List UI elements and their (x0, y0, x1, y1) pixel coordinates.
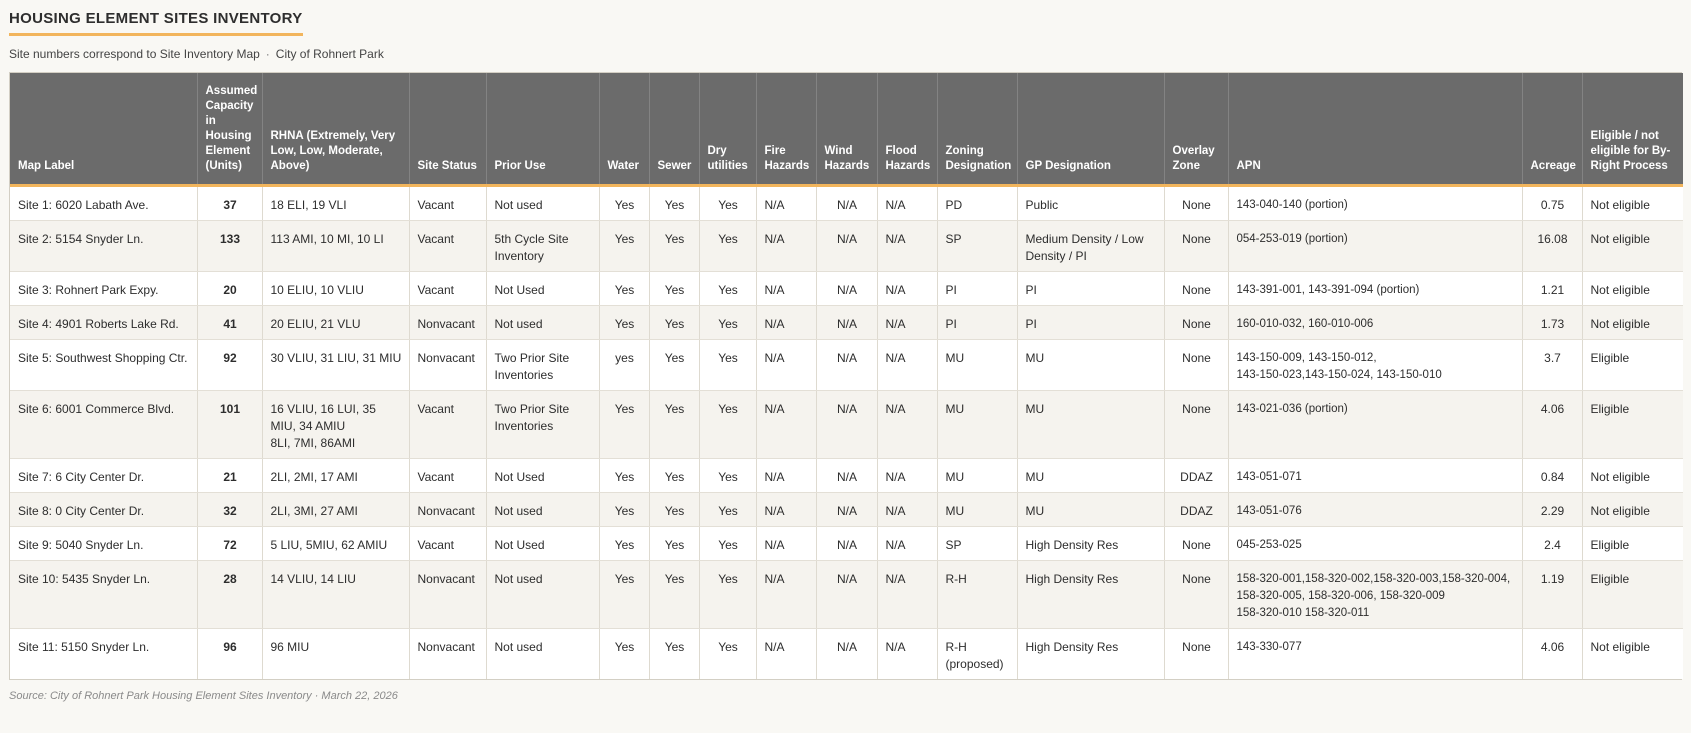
sewer-cell: Yes (649, 306, 699, 340)
eligibility-cell: Eligible (1582, 561, 1683, 629)
water-cell: Yes (599, 186, 649, 221)
site-status-cell: Vacant (409, 527, 486, 561)
wind-hazards-cell: N/A (816, 527, 877, 561)
column-header: Map Label (10, 73, 197, 186)
prior-use-cell: Not Used (486, 527, 599, 561)
site-status-cell: Vacant (409, 459, 486, 493)
table-row (10, 272, 1683, 306)
acreage-cell: 16.08 (1522, 221, 1582, 272)
prior-use-cell: Not used (486, 306, 599, 340)
site-status-cell: Nonvacant (409, 340, 486, 391)
column-header: Flood Hazards (877, 73, 937, 186)
flood-hazards-cell: N/A (877, 306, 937, 340)
zoning-cell: MU (937, 340, 1017, 391)
map-label-cell: Site 2: 5154 Snyder Ln. (10, 221, 197, 272)
wind-hazards-cell: N/A (816, 186, 877, 221)
wind-hazards-cell: N/A (816, 340, 877, 391)
fire-hazards-cell: N/A (756, 459, 816, 493)
map-label-cell: Site 1: 6020 Labath Ave. (10, 186, 197, 221)
wind-hazards-cell: N/A (816, 306, 877, 340)
column-header: Sewer (649, 73, 699, 186)
column-header: Overlay Zone (1164, 73, 1228, 186)
water-cell: Yes (599, 221, 649, 272)
column-header: Dry utilities (699, 73, 756, 186)
overlay-zone-cell: None (1164, 340, 1228, 391)
page-subtitle (9, 47, 1682, 61)
column-header: Eligible / not eligible for By-Right Process (1582, 73, 1683, 186)
rhna-cell: 2LI, 2MI, 17 AMI (262, 459, 409, 493)
sewer-cell: Yes (649, 527, 699, 561)
apn-cell: 143-330-077 (1228, 629, 1522, 680)
zoning-cell: SP (937, 527, 1017, 561)
zoning-cell: PI (937, 306, 1017, 340)
wind-hazards-cell: N/A (816, 459, 877, 493)
fire-hazards-cell: N/A (756, 221, 816, 272)
dry-utilities-cell: Yes (699, 561, 756, 629)
zoning-cell: MU (937, 459, 1017, 493)
gp-designation-cell: Public (1017, 186, 1164, 221)
map-label-cell: Site 3: Rohnert Park Expy. (10, 272, 197, 306)
flood-hazards-cell: N/A (877, 561, 937, 629)
fire-hazards-cell: N/A (756, 391, 816, 459)
eligibility-cell: Eligible (1582, 340, 1683, 391)
rhna-cell: 30 VLIU, 31 LIU, 31 MIU (262, 340, 409, 391)
acreage-cell: 2.4 (1522, 527, 1582, 561)
water-cell: Yes (599, 493, 649, 527)
gp-designation-cell: MU (1017, 340, 1164, 391)
sewer-cell: Yes (649, 561, 699, 629)
acreage-cell: 1.19 (1522, 561, 1582, 629)
apn-cell: 143-051-071 (1228, 459, 1522, 493)
dry-utilities-cell: Yes (699, 186, 756, 221)
sewer-cell: Yes (649, 459, 699, 493)
gp-designation-cell: PI (1017, 306, 1164, 340)
eligibility-cell: Not eligible (1582, 306, 1683, 340)
site-status-cell: Vacant (409, 391, 486, 459)
page-title: HOUSING ELEMENT SITES INVENTORY (9, 10, 303, 36)
dry-utilities-cell: Yes (699, 459, 756, 493)
acreage-cell: 2.29 (1522, 493, 1582, 527)
gp-designation-cell: MU (1017, 493, 1164, 527)
eligibility-cell: Eligible (1582, 391, 1683, 459)
table-row (10, 340, 1683, 391)
eligibility-cell: Not eligible (1582, 629, 1683, 680)
fire-hazards-cell: N/A (756, 306, 816, 340)
capacity-cell: 20 (197, 272, 262, 306)
map-label-cell: Site 9: 5040 Snyder Ln. (10, 527, 197, 561)
water-cell: Yes (599, 629, 649, 680)
prior-use-cell: Not used (486, 561, 599, 629)
column-header: Prior Use (486, 73, 599, 186)
flood-hazards-cell: N/A (877, 186, 937, 221)
zoning-cell: MU (937, 493, 1017, 527)
zoning-cell: R-H (proposed) (937, 629, 1017, 680)
wind-hazards-cell: N/A (816, 221, 877, 272)
acreage-cell: 0.84 (1522, 459, 1582, 493)
capacity-cell: 92 (197, 340, 262, 391)
gp-designation-cell: High Density Res (1017, 561, 1164, 629)
table-row (10, 459, 1683, 493)
map-label-cell: Site 7: 6 City Center Dr. (10, 459, 197, 493)
water-cell: yes (599, 340, 649, 391)
map-label-cell: Site 8: 0 City Center Dr. (10, 493, 197, 527)
table-row (10, 391, 1683, 459)
acreage-cell: 3.7 (1522, 340, 1582, 391)
gp-designation-cell: MU (1017, 391, 1164, 459)
water-cell: Yes (599, 306, 649, 340)
eligibility-cell: Not eligible (1582, 186, 1683, 221)
column-header: Wind Hazards (816, 73, 877, 186)
water-cell: Yes (599, 527, 649, 561)
dry-utilities-cell: Yes (699, 306, 756, 340)
sewer-cell: Yes (649, 391, 699, 459)
fire-hazards-cell: N/A (756, 272, 816, 306)
apn-cell: 143-021-036 (portion) (1228, 391, 1522, 459)
rhna-cell: 2LI, 3MI, 27 AMI (262, 493, 409, 527)
overlay-zone-cell: None (1164, 186, 1228, 221)
gp-designation-cell: High Density Res (1017, 527, 1164, 561)
flood-hazards-cell: N/A (877, 493, 937, 527)
rhna-cell: 14 VLIU, 14 LIU (262, 561, 409, 629)
dry-utilities-cell: Yes (699, 272, 756, 306)
capacity-cell: 41 (197, 306, 262, 340)
capacity-cell: 133 (197, 221, 262, 272)
water-cell: Yes (599, 391, 649, 459)
apn-cell: 160-010-032, 160-010-006 (1228, 306, 1522, 340)
rhna-cell: 10 ELIU, 10 VLIU (262, 272, 409, 306)
table-header-row (10, 73, 1683, 186)
column-header: Assumed Capacity in Housing Element (Units) (197, 73, 262, 186)
overlay-zone-cell: None (1164, 629, 1228, 680)
eligibility-cell: Not eligible (1582, 221, 1683, 272)
overlay-zone-cell: None (1164, 221, 1228, 272)
gp-designation-cell: MU (1017, 459, 1164, 493)
fire-hazards-cell: N/A (756, 629, 816, 680)
rhna-cell: 16 VLIU, 16 LUI, 35 MIU, 34 AMIU 8LI, 7MI, 86AMI (262, 391, 409, 459)
prior-use-cell: Not used (486, 629, 599, 680)
rhna-cell: 96 MIU (262, 629, 409, 680)
table-row (10, 561, 1683, 629)
prior-use-cell: Two Prior Site Inventories (486, 391, 599, 459)
zoning-cell: R-H (937, 561, 1017, 629)
flood-hazards-cell: N/A (877, 340, 937, 391)
gp-designation-cell: High Density Res (1017, 629, 1164, 680)
column-header: Acreage (1522, 73, 1582, 186)
capacity-cell: 32 (197, 493, 262, 527)
dry-utilities-cell: Yes (699, 493, 756, 527)
apn-cell: 143-150-009, 143-150-012, 143-150-023,143-150-024, 143-150-010 (1228, 340, 1522, 391)
table-row (10, 493, 1683, 527)
sites-inventory-table (10, 73, 1683, 679)
dry-utilities-cell: Yes (699, 340, 756, 391)
column-header: Water (599, 73, 649, 186)
rhna-cell: 5 LIU, 5MIU, 62 AMIU (262, 527, 409, 561)
apn-cell: 143-040-140 (portion) (1228, 186, 1522, 221)
site-status-cell: Vacant (409, 186, 486, 221)
capacity-cell: 21 (197, 459, 262, 493)
sewer-cell: Yes (649, 340, 699, 391)
sewer-cell: Yes (649, 629, 699, 680)
column-header: APN (1228, 73, 1522, 186)
apn-cell: 045-253-025 (1228, 527, 1522, 561)
source-note: Source: City of Rohnert Park Housing Element Sites Inventory · March 22, 2026 (9, 690, 398, 702)
column-header: RHNA (Extremely, Very Low, Low, Moderate, Above) (262, 73, 409, 186)
fire-hazards-cell: N/A (756, 493, 816, 527)
zoning-cell: SP (937, 221, 1017, 272)
sewer-cell: Yes (649, 186, 699, 221)
eligibility-cell: Not eligible (1582, 272, 1683, 306)
map-label-cell: Site 6: 6001 Commerce Blvd. (10, 391, 197, 459)
subtitle-separator: · (265, 47, 270, 61)
map-label-cell: Site 5: Southwest Shopping Ctr. (10, 340, 197, 391)
wind-hazards-cell: N/A (816, 391, 877, 459)
dry-utilities-cell: Yes (699, 221, 756, 272)
gp-designation-cell: PI (1017, 272, 1164, 306)
eligibility-cell: Eligible (1582, 527, 1683, 561)
sites-table-container (9, 72, 1682, 680)
wind-hazards-cell: N/A (816, 493, 877, 527)
overlay-zone-cell: DDAZ (1164, 493, 1228, 527)
sewer-cell: Yes (649, 493, 699, 527)
prior-use-cell: 5th Cycle Site Inventory (486, 221, 599, 272)
flood-hazards-cell: N/A (877, 221, 937, 272)
overlay-zone-cell: None (1164, 391, 1228, 459)
table-body (10, 186, 1683, 680)
site-status-cell: Vacant (409, 272, 486, 306)
capacity-cell: 28 (197, 561, 262, 629)
map-label-cell: Site 10: 5435 Snyder Ln. (10, 561, 197, 629)
wind-hazards-cell: N/A (816, 272, 877, 306)
prior-use-cell: Two Prior Site Inventories (486, 340, 599, 391)
flood-hazards-cell: N/A (877, 527, 937, 561)
flood-hazards-cell: N/A (877, 629, 937, 680)
overlay-zone-cell: None (1164, 527, 1228, 561)
flood-hazards-cell: N/A (877, 459, 937, 493)
overlay-zone-cell: None (1164, 306, 1228, 340)
eligibility-cell: Not eligible (1582, 459, 1683, 493)
column-header: Site Status (409, 73, 486, 186)
wind-hazards-cell: N/A (816, 629, 877, 680)
prior-use-cell: Not used (486, 186, 599, 221)
acreage-cell: 4.06 (1522, 629, 1582, 680)
rhna-cell: 18 ELI, 19 VLI (262, 186, 409, 221)
apn-cell: 158-320-001,158-320-002,158-320-003,158-320-004, 158-320-005, 158-320-006, 158-320-009 158-320-010 158-320-011 (1228, 561, 1522, 629)
wind-hazards-cell: N/A (816, 561, 877, 629)
sewer-cell: Yes (649, 221, 699, 272)
fire-hazards-cell: N/A (756, 186, 816, 221)
dry-utilities-cell: Yes (699, 629, 756, 680)
eligibility-cell: Not eligible (1582, 493, 1683, 527)
subtitle-note: Site numbers correspond to Site Inventory Map (9, 47, 260, 61)
capacity-cell: 37 (197, 186, 262, 221)
table-row (10, 306, 1683, 340)
capacity-cell: 96 (197, 629, 262, 680)
table-row (10, 186, 1683, 221)
overlay-zone-cell: DDAZ (1164, 459, 1228, 493)
rhna-cell: 113 AMI, 10 MI, 10 LI (262, 221, 409, 272)
water-cell: Yes (599, 459, 649, 493)
zoning-cell: PI (937, 272, 1017, 306)
water-cell: Yes (599, 272, 649, 306)
capacity-cell: 72 (197, 527, 262, 561)
acreage-cell: 0.75 (1522, 186, 1582, 221)
fire-hazards-cell: N/A (756, 561, 816, 629)
fire-hazards-cell: N/A (756, 527, 816, 561)
dry-utilities-cell: Yes (699, 391, 756, 459)
site-status-cell: Vacant (409, 221, 486, 272)
water-cell: Yes (599, 561, 649, 629)
map-label-cell: Site 4: 4901 Roberts Lake Rd. (10, 306, 197, 340)
site-status-cell: Nonvacant (409, 561, 486, 629)
overlay-zone-cell: None (1164, 561, 1228, 629)
prior-use-cell: Not Used (486, 459, 599, 493)
table-row (10, 221, 1683, 272)
zoning-cell: MU (937, 391, 1017, 459)
apn-cell: 054-253-019 (portion) (1228, 221, 1522, 272)
sewer-cell: Yes (649, 272, 699, 306)
acreage-cell: 4.06 (1522, 391, 1582, 459)
apn-cell: 143-051-076 (1228, 493, 1522, 527)
apn-cell: 143-391-001, 143-391-094 (portion) (1228, 272, 1522, 306)
site-status-cell: Nonvacant (409, 629, 486, 680)
flood-hazards-cell: N/A (877, 272, 937, 306)
zoning-cell: PD (937, 186, 1017, 221)
subtitle-city: City of Rohnert Park (275, 47, 384, 61)
column-header: Zoning Designation (937, 73, 1017, 186)
fire-hazards-cell: N/A (756, 340, 816, 391)
gp-designation-cell: Medium Density / Low Density / PI (1017, 221, 1164, 272)
map-label-cell: Site 11: 5150 Snyder Ln. (10, 629, 197, 680)
site-status-cell: Nonvacant (409, 306, 486, 340)
column-header: GP Designation (1017, 73, 1164, 186)
flood-hazards-cell: N/A (877, 391, 937, 459)
site-status-cell: Nonvacant (409, 493, 486, 527)
acreage-cell: 1.21 (1522, 272, 1582, 306)
prior-use-cell: Not Used (486, 272, 599, 306)
table-row (10, 629, 1683, 680)
capacity-cell: 101 (197, 391, 262, 459)
overlay-zone-cell: None (1164, 272, 1228, 306)
rhna-cell: 20 ELIU, 21 VLU (262, 306, 409, 340)
prior-use-cell: Not used (486, 493, 599, 527)
table-row (10, 527, 1683, 561)
column-header: Fire Hazards (756, 73, 816, 186)
dry-utilities-cell: Yes (699, 527, 756, 561)
acreage-cell: 1.73 (1522, 306, 1582, 340)
